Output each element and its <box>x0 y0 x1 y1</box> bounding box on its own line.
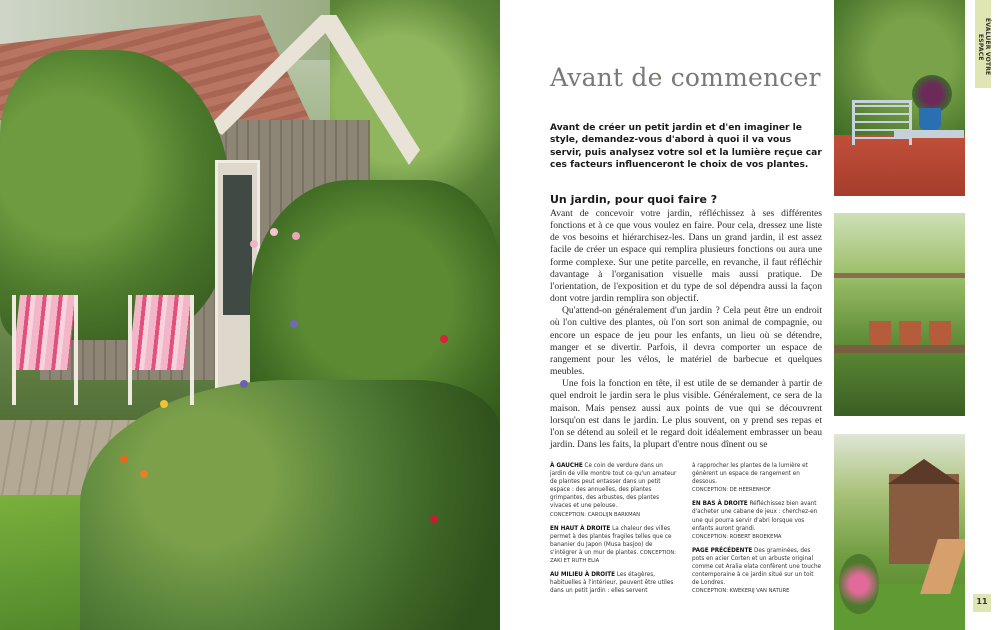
caption: PAGE PRÉCÉDENTE Des graminées, des pots en acier Corten et un arbuste original comme cet Aralia elata confèrent une touche contemporaine à ce jardin situé sur un toit de Londres. CONCEPTION: KWEKERIJ VAN NATURE <box>692 547 822 595</box>
section-heading: Un jardin, pour quoi faire ? <box>550 193 718 206</box>
captions-column-right <box>692 462 822 601</box>
intro-paragraph: Avant de créer un petit jardin et d'en imaginer le style, demandez-vous d'abord à quoi il va vous servir, puis analysez votre sol et la lumière reçue car ces facteurs influenceront le choix de vos plantes. <box>550 123 822 171</box>
body-paragraph: Qu'attend-on généralement d'un jardin ? Cela peut être un endroit où l'on cultive des plantes, où l'on sort son animal de compagnie, ou encore un espace de jeu pour les enfants, un lieu où se détendre, manger et se divertir. Parfois, il devra comporter un espace de rangement pour les vélos, le matériel de barbecue et quelques meubles. <box>550 305 822 378</box>
page-number: 11 <box>976 597 988 606</box>
deck-chair <box>8 295 78 405</box>
photo-captions <box>550 462 822 601</box>
article-page <box>500 0 832 630</box>
page-title: Avant de commencer <box>550 63 821 92</box>
caption: EN BAS À DROITE Réfléchissez bien avant d'acheter une cabane de jeux : cherchez-en une qui pourra servir d'abri lorsque vos enfants auront grandi. CONCEPTION: ROBERT BROEKEMA <box>692 501 818 540</box>
caption: EN HAUT À DROITE La chaleur des villes permet à des plantes fragiles telles que ce bananier du Japon (Musa basjoo) de s'intégrer à un mur de plantes. CONCEPTION: ZAKI ET RUTH ELIA <box>550 525 677 565</box>
captions-column-left <box>550 462 680 601</box>
section-tab-label: ÉVALUER VOTRE ESPACE <box>977 18 991 76</box>
caption: à rapprocher les plantes de la lumière et génèrent un espace de rangement en dessous. CONCEPTION: DE HEERENHOF <box>692 463 808 494</box>
body-text <box>550 208 822 451</box>
body-paragraph: Une fois la fonction en tête, il est utile de se demander à partir de quel endroit le jardin sera le plus visible. Généralement, ce sera de la maison. Mais pensez aussi aux points de vue qui se découvrent lorsqu'on est dans le jardin. Le plus souvent, on y prend ses repas et l'on se détend au soleil et le regard doit idéalement embrasser un beau jardin. Dans les faits, la plupart d'entre nous dînent ou se <box>550 378 822 450</box>
bench-patio-photo <box>834 0 965 196</box>
playhouse-photo <box>834 434 965 630</box>
body-paragraph: Avant de concevoir votre jardin, réfléchissez à ses différentes fonctions et à ce que vous voulez en faire. Pour cela, dressez une liste de vos besoins et hiérarchisez-les. Dans un grand jardin, il est assez facile de créer un espace qui remplira plusieurs fonctions ou aura une forme complexe. Sur une petite parcelle, en revanche, il faut réfléchir davantage à l'organisation visuelle mais aussi pratique. De l'orientation, de l'exposition et du type de sol dépendra aussi la façon dont votre jardin remplira son objectif. <box>550 208 822 305</box>
caption: À GAUCHE Ce coin de verdure dans un jardin de ville montre tout ce qu'un amateur de plantes peut entasser dans un petit espace : des annuelles, des plantes grimpantes, des arbustes, des plantes vivaces et une pelouse. CONCEPTION: CAROLIJN BARKMAN <box>550 463 677 518</box>
caption: AU MILIEU À DROITE Les étagères, habituelles à l'intérieur, peuvent être utiles dans un petit jardin : elles servent <box>550 572 674 595</box>
deck-chair <box>124 295 194 405</box>
shelf-plants-photo <box>834 213 965 416</box>
